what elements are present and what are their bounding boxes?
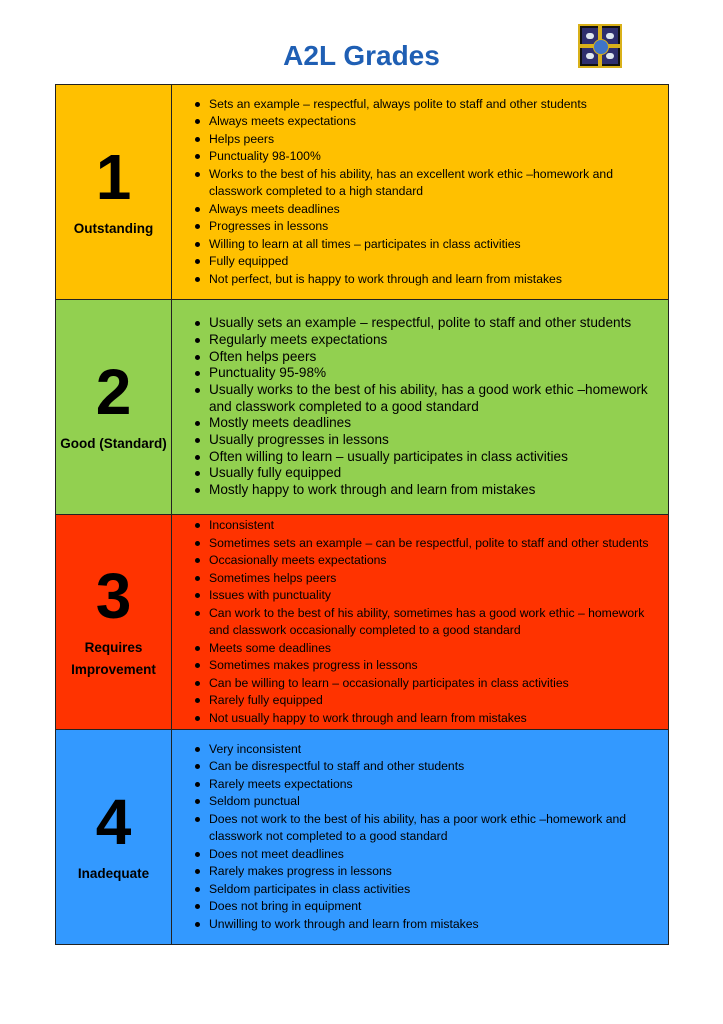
criteria-cell	[172, 515, 668, 729]
criteria-item: Punctuality 98-100%	[192, 148, 658, 166]
criteria-item: Very inconsistent	[192, 741, 658, 759]
criteria-list	[192, 96, 658, 289]
criteria-item: Rarely makes progress in lessons	[192, 863, 658, 881]
criteria-list	[192, 741, 658, 934]
criteria-item: Can be disrespectful to staff and other students	[192, 758, 658, 776]
criteria-item: Always meets expectations	[192, 113, 658, 131]
grade-label: Good (Standard)	[60, 436, 167, 451]
grade-row-2	[56, 300, 668, 515]
criteria-item: Mostly happy to work through and learn from mistakes	[192, 482, 658, 499]
criteria-item: Meets some deadlines	[192, 640, 658, 658]
criteria-item: Seldom participates in class activities	[192, 881, 658, 899]
grade-cell	[56, 300, 172, 514]
criteria-item: Issues with punctuality	[192, 587, 658, 605]
criteria-item: Rarely fully equipped	[192, 692, 658, 710]
grade-label: Inadequate	[77, 866, 150, 881]
criteria-item: Progresses in lessons	[192, 218, 658, 236]
grade-number: 2	[95, 356, 132, 428]
grade-cell	[56, 730, 172, 944]
grade-number: 4	[95, 786, 132, 858]
criteria-item: Mostly meets deadlines	[192, 415, 658, 432]
grades-table	[55, 84, 669, 945]
criteria-item: Fully equipped	[192, 253, 658, 271]
criteria-list	[192, 315, 658, 499]
criteria-item: Seldom punctual	[192, 793, 658, 811]
criteria-item: Unwilling to work through and learn from mistakes	[192, 916, 658, 934]
grade-row-4	[56, 730, 668, 944]
criteria-item: Works to the best of his ability, has an excellent work ethic –homework and classwork completed to a high standard	[192, 166, 658, 201]
criteria-item: Regularly meets expectations	[192, 332, 658, 349]
criteria-item: Sometimes sets an example – can be respectful, polite to staff and other students	[192, 535, 658, 553]
criteria-item: Rarely meets expectations	[192, 776, 658, 794]
criteria-cell	[172, 730, 668, 944]
grade-row-1	[56, 85, 668, 300]
criteria-item: Does not work to the best of his ability, has a poor work ethic –homework and classwork not completed to a good standard	[192, 811, 658, 846]
criteria-item: Can work to the best of his ability, sometimes has a good work ethic – homework and classwork occasionally completed to a good standard	[192, 605, 658, 640]
criteria-item: Usually progresses in lessons	[192, 432, 658, 449]
criteria-item: Not usually happy to work through and learn from mistakes	[192, 710, 658, 728]
criteria-item: Sometimes helps peers	[192, 570, 658, 588]
criteria-cell	[172, 300, 668, 514]
criteria-item: Punctuality 95-98%	[192, 365, 658, 382]
criteria-item: Often helps peers	[192, 349, 658, 366]
criteria-item: Not perfect, but is happy to work through and learn from mistakes	[192, 271, 658, 289]
criteria-item: Willing to learn at all times – participates in class activities	[192, 236, 658, 254]
criteria-item: Always meets deadlines	[192, 201, 658, 219]
grade-label: Requires Improvement	[71, 640, 156, 677]
criteria-item: Usually sets an example – respectful, polite to staff and other students	[192, 315, 658, 332]
school-crest-icon	[578, 24, 622, 68]
criteria-item: Helps peers	[192, 131, 658, 149]
criteria-cell	[172, 85, 668, 299]
grade-cell	[56, 515, 172, 729]
grade-number: 1	[95, 141, 132, 213]
grade-cell	[56, 85, 172, 299]
criteria-item: Sometimes makes progress in lessons	[192, 657, 658, 675]
criteria-item: Inconsistent	[192, 517, 658, 535]
criteria-item: Usually fully equipped	[192, 465, 658, 482]
criteria-item: Usually works to the best of his ability, has a good work ethic –homework and classwork completed to a good standard	[192, 382, 658, 415]
criteria-item: Occasionally meets expectations	[192, 552, 658, 570]
criteria-item: Can be willing to learn – occasionally participates in class activities	[192, 675, 658, 693]
grade-number: 3	[95, 560, 132, 632]
grade-row-3	[56, 515, 668, 730]
criteria-item: Often willing to learn – usually participates in class activities	[192, 449, 658, 466]
criteria-item: Sets an example – respectful, always polite to staff and other students	[192, 96, 658, 114]
grade-label: Outstanding	[73, 221, 154, 236]
criteria-item: Does not meet deadlines	[192, 846, 658, 864]
criteria-list	[192, 517, 658, 727]
criteria-item: Does not bring in equipment	[192, 898, 658, 916]
page-title: A2L Grades	[283, 40, 440, 71]
